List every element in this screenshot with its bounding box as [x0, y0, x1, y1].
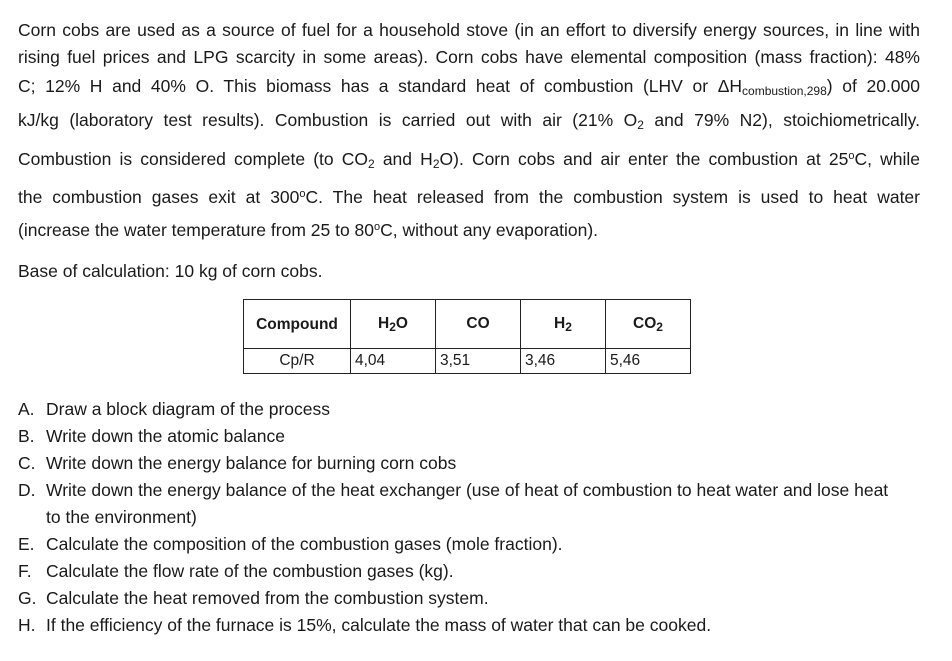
paragraph-line: rising fuel prices and LPG scarcity in some areas). Corn cobs have elemental composition (mass fraction): 48% [18, 47, 920, 67]
row-label-cell: Cp/R [244, 349, 351, 374]
subscript: 2 [637, 118, 644, 132]
superscript: o [299, 188, 306, 200]
item-letter: A. [18, 399, 35, 419]
text-run: C, while [854, 149, 921, 169]
subscript: combustion,298 [742, 84, 827, 98]
paragraph-line [18, 110, 920, 131]
text-run: H [378, 315, 390, 332]
item-text: Calculate the composition of the combustion gases (mole fraction). [46, 534, 563, 554]
text-run: C. The heat released from the combustion system is used to heat water [305, 187, 920, 207]
value-cell: 3,51 [436, 349, 521, 374]
list-item [18, 426, 285, 447]
text-run: O). Corn cobs and air enter the combustion at 25 [439, 149, 849, 169]
item-text: Write down the energy balance of the heat exchanger (use of heat of combustion to heat water and lose heat [46, 480, 889, 500]
item-letter: F. [18, 561, 32, 581]
text-run: kJ/kg (laboratory test results). Combustion is carried out with air (21% O [18, 110, 638, 130]
text-run: C, without any evaporation). [380, 220, 599, 240]
table-header-cell [244, 300, 351, 349]
superscript: o [374, 221, 381, 233]
paragraph-line [18, 220, 920, 241]
item-letter: G. [18, 588, 37, 608]
item-letter: H. [18, 615, 36, 635]
item-text: Draw a block diagram of the process [46, 399, 331, 419]
item-letter: C. [18, 453, 36, 473]
item-text: Calculate the flow rate of the combustion gases (kg). [46, 561, 454, 581]
text-run: CO [633, 315, 657, 332]
text-run: the combustion gases exit at 300 [18, 187, 300, 207]
item-letter: B. [18, 426, 35, 446]
subscript: 2 [656, 320, 663, 334]
subscript: 2 [389, 320, 396, 334]
subscript: 2 [432, 157, 440, 171]
text-run: O [395, 315, 408, 332]
compound-header-cell [606, 300, 691, 349]
item-text: Write down the atomic balance [46, 426, 285, 446]
value-cell: 5,46 [606, 349, 691, 374]
paragraph-line [18, 187, 920, 208]
compound-header-cell [436, 300, 521, 349]
item-letter: D. [18, 480, 36, 500]
compound-header-cell [521, 300, 606, 349]
text-run: (increase the water temperature from 25 to 80 [18, 220, 375, 240]
compound-header-cell [351, 300, 436, 349]
value-cell: 3,46 [521, 349, 606, 374]
item-letter: E. [18, 534, 35, 554]
paragraph-line [18, 149, 920, 170]
subscript: 2 [368, 157, 375, 171]
list-item [18, 534, 563, 555]
superscript: o [848, 150, 855, 162]
item-text: Calculate the heat removed from the combustion system. [46, 588, 489, 608]
text-run: H [554, 315, 566, 332]
compound-header-label: Compound [256, 315, 338, 333]
text-run: Combustion is considered complete (to CO [18, 149, 368, 169]
text-run: CO [466, 315, 490, 332]
subscript: 2 [565, 320, 572, 334]
calculation-basis: Base of calculation: 10 kg of corn cobs. [18, 261, 323, 281]
table-row [244, 349, 691, 374]
list-item [18, 588, 489, 609]
text-run: ) of 20.000 [826, 76, 920, 96]
value-cell: 4,04 [351, 349, 436, 374]
item-text: Write down the energy balance for burning corn cobs [46, 453, 457, 473]
list-item [18, 399, 330, 420]
list-item [18, 480, 888, 501]
paragraph-line: Corn cobs are used as a source of fuel for a household stove (in an effort to diversify energy sources, in line with [18, 20, 920, 40]
list-item [18, 453, 456, 474]
text-run: C; 12% H and 40% O. This biomass has a standard heat of combustion (LHV or ΔH [18, 76, 743, 96]
table-header-row [244, 300, 691, 349]
text-run: and H [374, 149, 433, 169]
list-item [18, 561, 454, 582]
heat-capacity-table [243, 299, 691, 374]
list-item-continuation: to the environment) [46, 507, 197, 527]
list-item [18, 615, 711, 636]
paragraph-line [18, 76, 920, 97]
text-run: and 79% N2), stoichiometrically. [643, 110, 920, 130]
item-text: If the efficiency of the furnace is 15%, calculate the mass of water that can be cooked. [46, 615, 712, 635]
